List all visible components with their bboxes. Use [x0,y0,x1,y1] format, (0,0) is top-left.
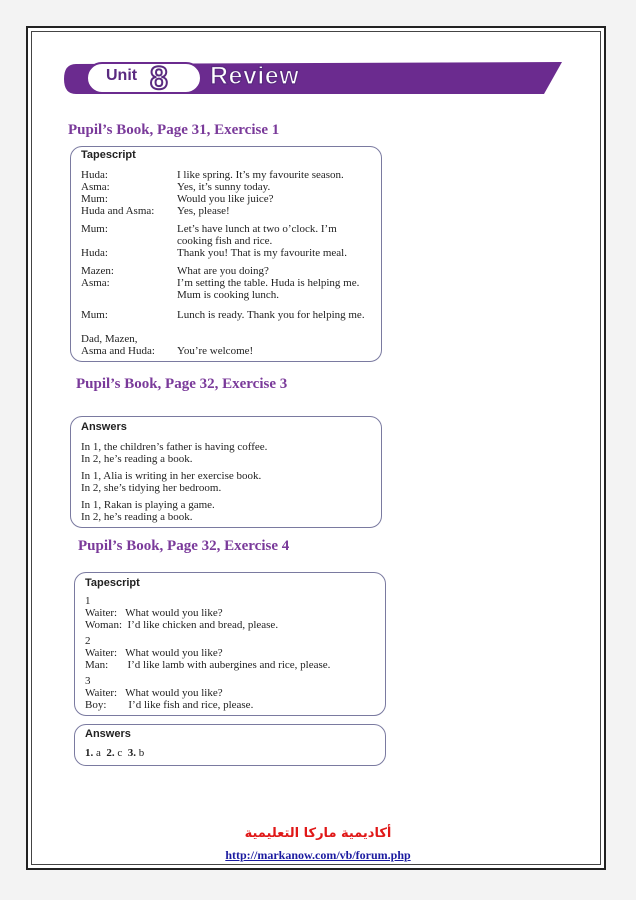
answer-list [85,747,144,759]
speaker: Asma and Huda: [81,345,155,357]
tapescript-box-1 [70,146,382,362]
tapescript-line: Man: I’d like lamb with aubergines and rice, please. [85,659,331,671]
speaker: Huda: [81,169,108,181]
tapescript-line: Boy: I’d like fish and rice, please. [85,699,254,711]
dialogue-line: You’re welcome! [177,345,254,357]
tapescript-line: 1 [85,595,91,607]
dialogue-line: Would you like juice? [177,193,274,205]
answer-number: 1. [85,747,94,759]
unit-banner [62,58,562,98]
dialogue-line: I’m setting the table. Huda is helping me. Mum is cooking lunch. [177,277,360,301]
answer-value: c [117,747,123,759]
speaker: Mum: [81,309,108,321]
dialogue-line: Lunch is ready. Thank you for helping me. [177,309,365,321]
box-title: Answers [85,728,131,740]
footer-forum-link[interactable]: http://markanow.com/vb/forum.php [225,848,411,862]
answer-line: In 2, he’s reading a book. [81,453,193,465]
dialogue-row [71,309,381,333]
dialogue-row [71,247,381,259]
dialogue-line: Thank you! That is my favourite meal. [177,247,347,259]
dialogue-line: What are you doing? [177,265,269,277]
unit-number: 8 [150,60,168,96]
tapescript-line: 2 [85,635,91,647]
speaker: Mum: [81,223,108,235]
box-title: Tapescript [81,149,136,161]
dialogue-row [71,265,381,277]
answers-box-2 [74,724,386,766]
tapescript-line: Waiter: What would you like? [85,647,223,659]
unit-badge [86,62,202,94]
section1-heading: Pupil’s Book, Page 31, Exercise 1 [68,122,280,138]
dialogue-line: Let’s have lunch at two o’clock. I’m cooking fish and rice. [177,223,337,247]
dialogue-row [71,181,381,193]
answer-line: In 1, Rakan is playing a game. [81,499,215,511]
dialogue-line: Yes, please! [177,205,230,217]
answers-box-1 [70,416,382,528]
speaker: Dad, Mazen, [81,333,138,345]
box-title: Answers [81,421,127,433]
tapescript-line: Waiter: What would you like? [85,687,223,699]
tapescript-line: Waiter: What would you like? [85,607,223,619]
answer-line: In 1, the children’s father is having coffee. [81,441,268,453]
answer-number: 2. [106,747,115,759]
answer-value: b [138,747,145,759]
speaker: Huda: [81,247,108,259]
section2-heading: Pupil’s Book, Page 32, Exercise 3 [76,376,288,392]
speaker: Asma: [81,277,110,289]
dialogue-row [71,333,381,345]
tapescript-line: Woman: I’d like chicken and bread, please. [85,619,279,631]
section3-heading: Pupil’s Book, Page 32, Exercise 4 [78,538,290,554]
answer-number: 3. [127,747,137,759]
dialogue-line: I like spring. It’s my favourite season. [177,169,344,181]
tapescript-line: 3 [85,675,91,687]
dialogue-row [71,345,381,357]
unit-label: Unit [106,67,138,84]
speaker: Mazen: [81,265,114,277]
dialogue-line: Yes, it’s sunny today. [177,181,271,193]
dialogue-row [71,223,381,247]
dialogue-row [71,193,381,205]
speaker: Mum: [81,193,108,205]
answer-line: In 1, Alia is writing in her exercise book. [81,470,262,482]
box-title: Tapescript [85,577,140,589]
tapescript-box-2 [74,572,386,716]
speaker: Huda and Asma: [81,205,155,217]
answer-line: In 2, he’s reading a book. [81,511,193,523]
answer-line: In 2, she’s tidying her bedroom. [81,482,222,494]
dialogue-row [71,277,381,313]
speaker: Asma: [81,181,110,193]
review-title: Review [210,62,300,90]
footer-academy-name: أكاديمية ماركا التعليمية [244,826,392,841]
dialogue-row [71,205,381,217]
answer-value: a [96,747,101,759]
dialogue-row [71,169,381,181]
